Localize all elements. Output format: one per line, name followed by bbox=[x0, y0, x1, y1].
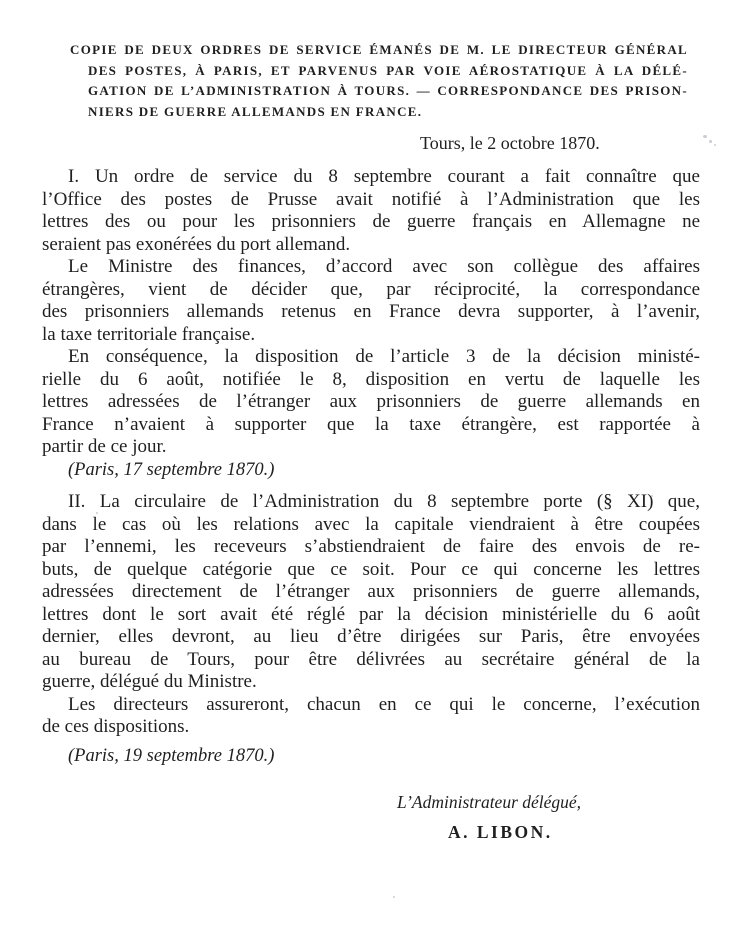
document-page bbox=[0, 40, 734, 940]
scan-speck bbox=[96, 512, 98, 514]
text-line: Le Ministre des finances, d’accord avec son collègue des affaires bbox=[68, 256, 700, 277]
text-line: seraient pas exonérées du port allemand. bbox=[42, 233, 351, 255]
place-date: (Paris, 19 septembre 1870.) bbox=[68, 745, 275, 766]
signature-role: L’Administrateur délégué, bbox=[397, 792, 582, 812]
text-line: des prisonniers allemands retenus en France devra supporter, à l’avenir, bbox=[42, 301, 700, 322]
paragraph bbox=[42, 256, 700, 346]
text-line: par l’ennemi, les receveurs s’abstiendraient de faire des envois de re- bbox=[42, 536, 700, 557]
text-line: adressées directement de l’étranger aux prisonniers de guerre allemands, bbox=[42, 581, 700, 602]
text-line: buts, de quelque catégorie que ce soit. Pour ce qui concerne les lettres bbox=[42, 558, 700, 580]
text-line: partir de ce jour. bbox=[42, 436, 167, 457]
paragraph bbox=[42, 694, 700, 739]
place-date: (Paris, 17 septembre 1870.) bbox=[68, 459, 275, 480]
text-line: dans le cas où les relations avec la capitale viendraient à être coupées bbox=[42, 513, 700, 535]
scan-speck bbox=[548, 508, 550, 510]
scan-speck bbox=[709, 140, 712, 143]
dateline: Tours, le 2 octobre 1870. bbox=[420, 133, 600, 153]
text-line: II. La circulaire de l’Administration du 8 septembre porte (§ XI) que, bbox=[68, 491, 700, 512]
text-line: guerre, délégué du Ministre. bbox=[42, 671, 257, 692]
text-line: France n’avaient à supporter que la taxe étrangère, est rapportée à bbox=[42, 413, 700, 435]
text-line: étrangères, vient de décider que, par réciprocité, la correspondance bbox=[42, 278, 700, 300]
text-line: l’Office des postes de Prusse avait notifié à l’Administration que les bbox=[42, 188, 700, 210]
text-line: NIERS DE GUERRE ALLEMANDS EN FRANCE. bbox=[88, 103, 423, 119]
scan-speck bbox=[703, 135, 707, 138]
scan-speck bbox=[651, 495, 653, 497]
text-line: lettres des ou pour les prisonniers de guerre français en Allemagne ne bbox=[42, 211, 700, 232]
signature-name: A. LIBON. bbox=[448, 822, 553, 842]
text-line: En conséquence, la disposition de l’article 3 de la décision ministé- bbox=[68, 346, 700, 367]
text-line: rielle du 6 août, notifiée le 8, disposition en vertu de laquelle les bbox=[42, 368, 700, 390]
text-line: I. Un ordre de service du 8 septembre courant a fait connaître que bbox=[68, 166, 700, 187]
text-line: GATION DE L’ADMINISTRATION À TOURS. — CORRESPONDANCE DES PRISON- bbox=[88, 83, 688, 98]
text-line: DES POSTES, À PARIS, ET PARVENUS PAR VOIE AÉROSTATIQUE À LA DÉLÉ- bbox=[88, 62, 688, 78]
text-line: lettres dont le sort avait été réglé par la décision ministérielle du 6 août bbox=[42, 603, 700, 625]
paragraph bbox=[42, 491, 700, 694]
text-line: lettres adressées de l’étranger aux prisonniers de guerre allemands en bbox=[42, 391, 700, 412]
text-line: au bureau de Tours, pour être délivrées au secrétaire général de la bbox=[42, 648, 700, 670]
text-line: de ces dispositions. bbox=[42, 716, 190, 737]
text-line: Les directeurs assureront, chacun en ce qui le concerne, l’exécution bbox=[68, 693, 700, 715]
document-title bbox=[70, 40, 688, 122]
scan-speck bbox=[714, 144, 716, 146]
text-line: COPIE DE DEUX ORDRES DE SERVICE ÉMANÉS DE M. LE DIRECTEUR GÉNÉRAL bbox=[70, 42, 688, 57]
text-line: la taxe territoriale française. bbox=[42, 323, 256, 345]
paragraph bbox=[42, 346, 700, 459]
order-1 bbox=[42, 166, 700, 481]
paragraph bbox=[42, 166, 700, 256]
text-line: dernier, elles devront, au lieu d’être dirigées sur Paris, être envoyées bbox=[42, 626, 700, 647]
order-2 bbox=[42, 491, 700, 767]
scan-speck bbox=[393, 896, 395, 898]
